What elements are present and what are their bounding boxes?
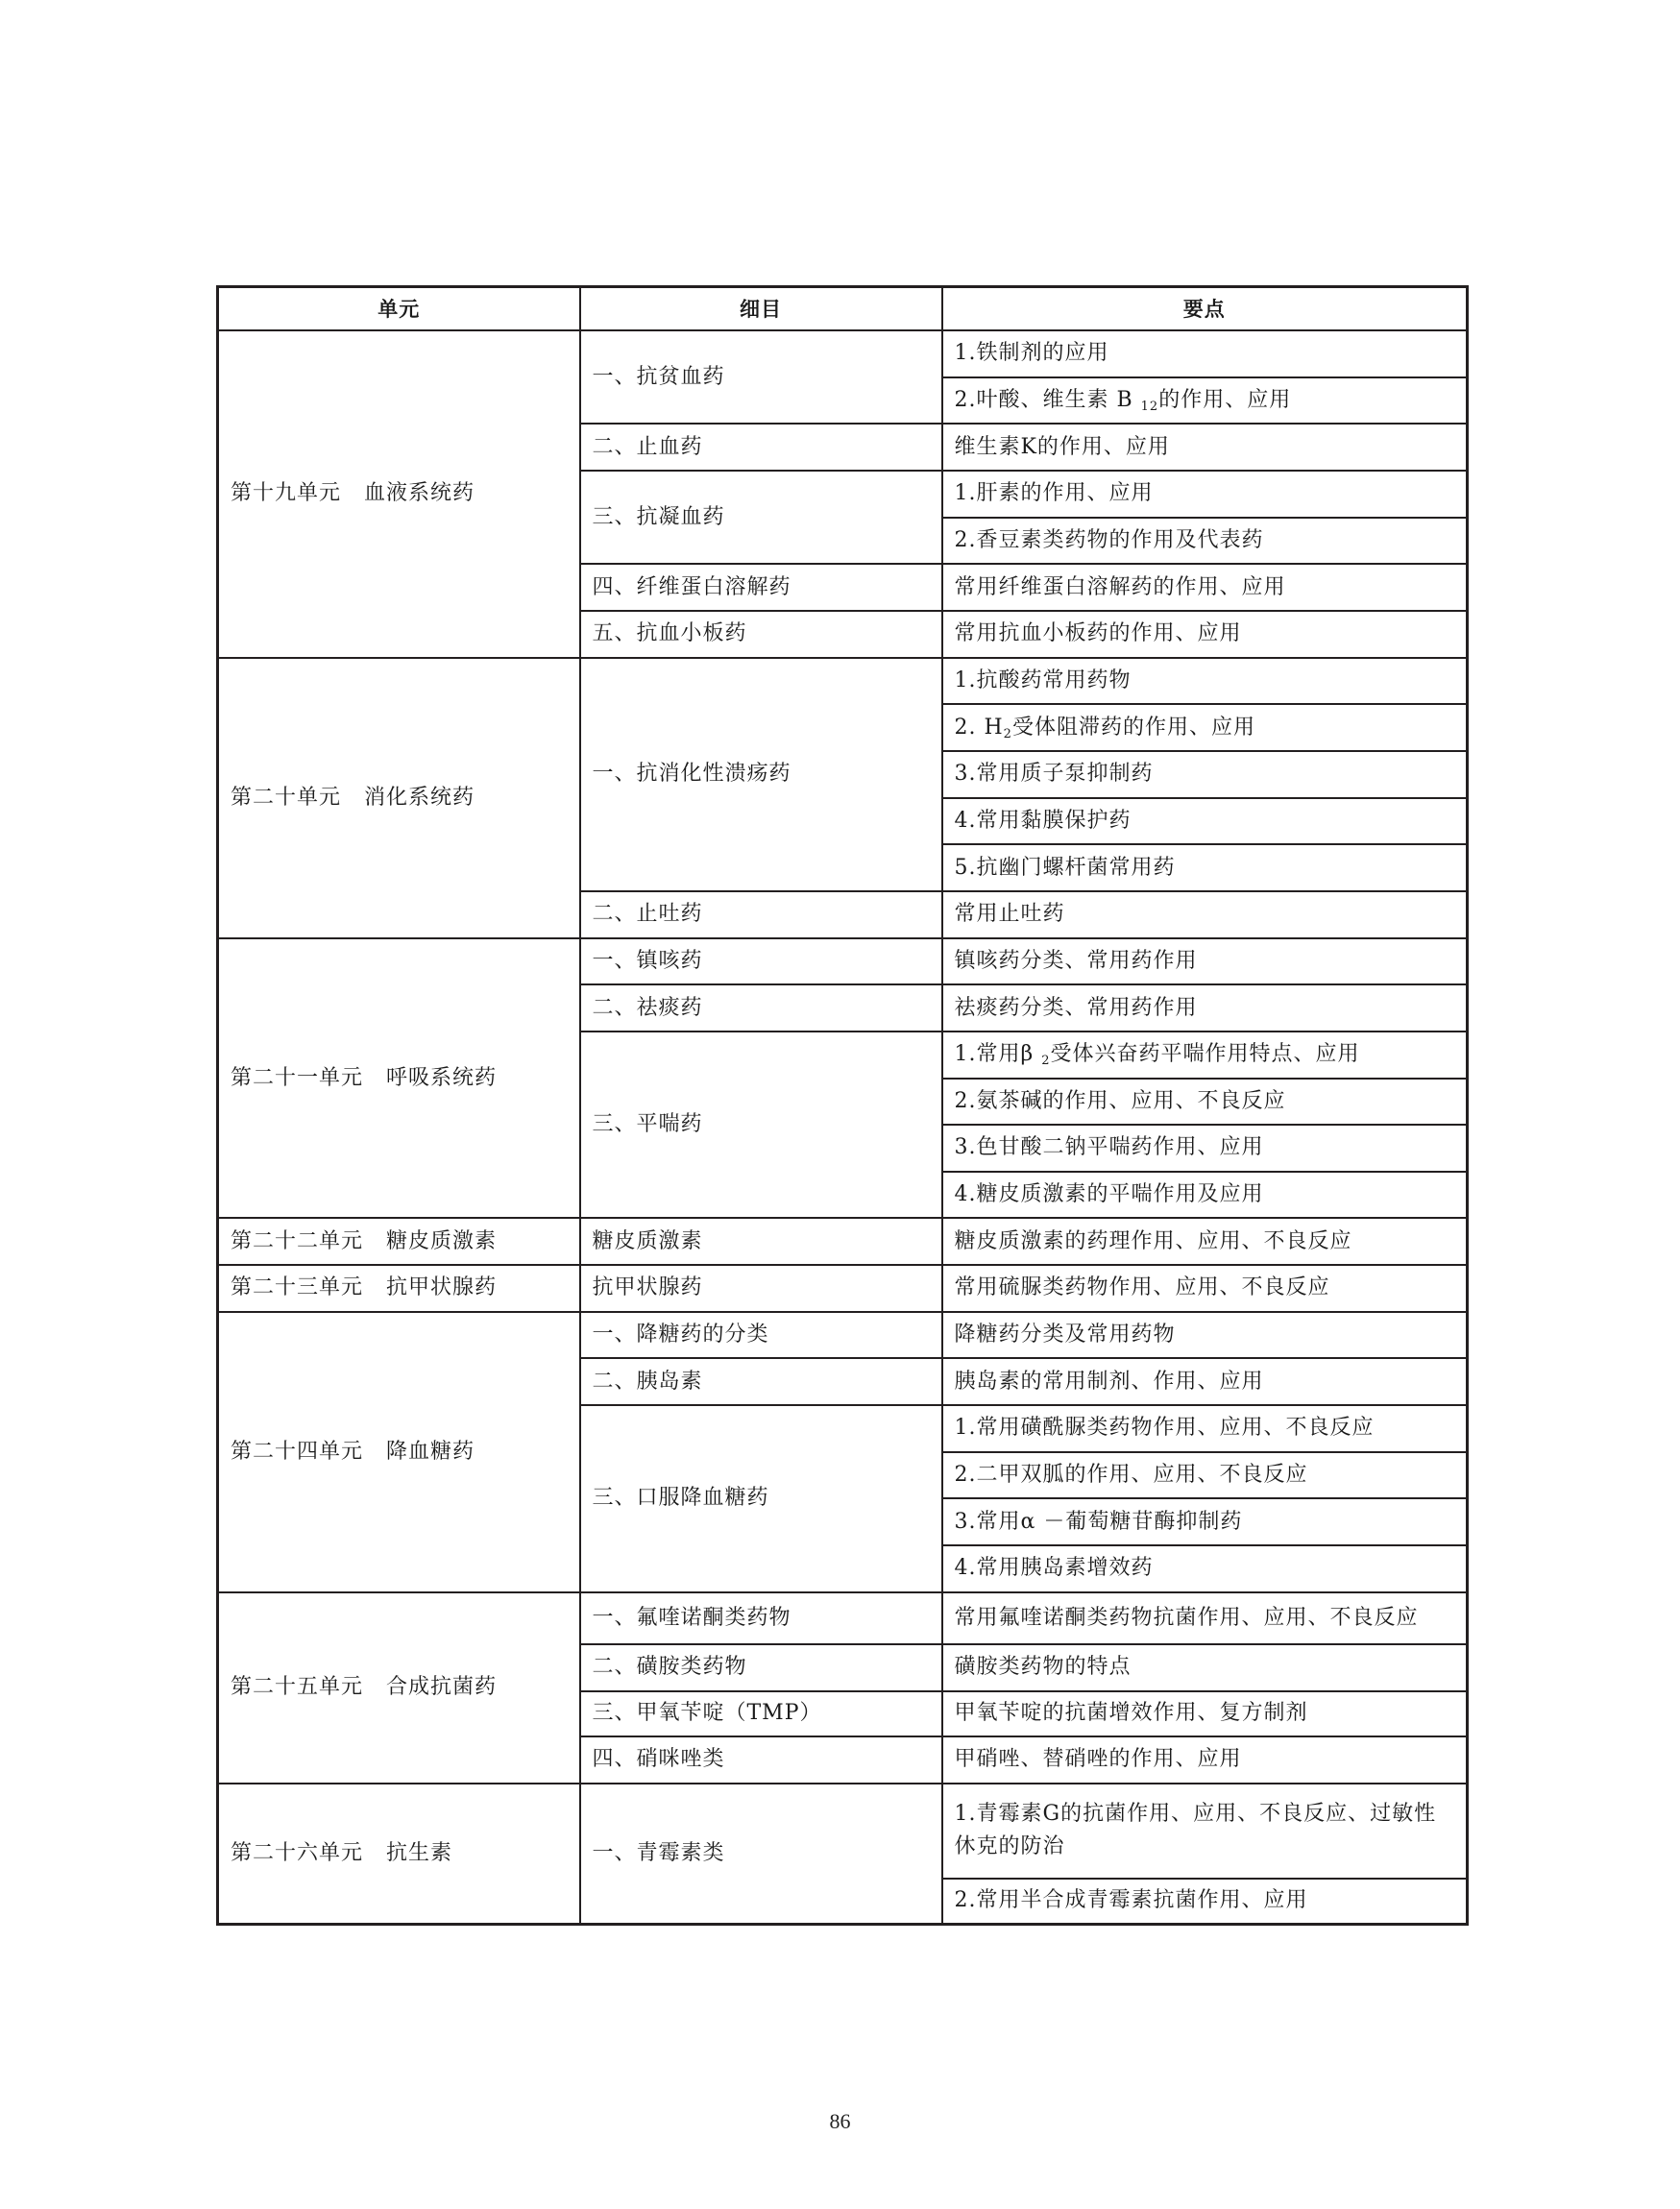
detail-cell: 三、口服降血糖药 bbox=[580, 1405, 942, 1592]
syllabus-table bbox=[216, 285, 1469, 1926]
point-cell: 3.色甘酸二钠平喘药作用、应用 bbox=[942, 1125, 1468, 1172]
point-cell: 2. $H_2$受体阻滞药的作用、应用 bbox=[942, 704, 1468, 751]
point-cell: 降糖药分类及常用药物 bbox=[942, 1312, 1468, 1359]
point-cell: 1.常用β $_2$受体兴奋药平喘作用特点、应用 bbox=[942, 1032, 1468, 1079]
point-cell: 常用硫脲类药物作用、应用、不良反应 bbox=[942, 1265, 1468, 1312]
detail-cell: 一、镇咳药 bbox=[580, 938, 942, 985]
point-cell: 3.常用质子泵抑制药 bbox=[942, 751, 1468, 798]
point-cell: 2.香豆素类药物的作用及代表药 bbox=[942, 518, 1468, 565]
detail-cell: 一、青霉素类 bbox=[580, 1784, 942, 1925]
table-row bbox=[218, 330, 1468, 377]
detail-cell: 抗甲状腺药 bbox=[580, 1265, 942, 1312]
header-unit: 单元 bbox=[218, 287, 580, 331]
point-cell: 4.糖皮质激素的平喘作用及应用 bbox=[942, 1172, 1468, 1219]
point-cell: 甲硝唑、替硝唑的作用、应用 bbox=[942, 1736, 1468, 1784]
page-number: 86 bbox=[829, 2109, 851, 2133]
point-cell: 常用抗血小板药的作用、应用 bbox=[942, 611, 1468, 658]
point-cell: 磺胺类药物的特点 bbox=[942, 1644, 1468, 1691]
point-cell: 常用纤维蛋白溶解药的作用、应用 bbox=[942, 564, 1468, 611]
detail-cell: 三、甲氧苄啶（TMP） bbox=[580, 1691, 942, 1736]
detail-cell: 四、硝咪唑类 bbox=[580, 1736, 942, 1784]
table-row bbox=[218, 938, 1468, 985]
table-row bbox=[218, 1312, 1468, 1359]
header-detail: 细目 bbox=[580, 287, 942, 331]
point-cell: 祛痰药分类、常用药作用 bbox=[942, 984, 1468, 1032]
unit-cell: 第十九单元 血液系统药 bbox=[218, 330, 580, 658]
detail-cell: 一、抗消化性溃疡药 bbox=[580, 658, 942, 891]
header-point: 要点 bbox=[942, 287, 1468, 331]
point-cell: 3.常用α －葡萄糖苷酶抑制药 bbox=[942, 1498, 1468, 1545]
detail-cell: 二、止血药 bbox=[580, 424, 942, 471]
point-cell: 1.青霉素G的抗菌作用、应用、不良反应、过敏性休克的防治 bbox=[942, 1784, 1468, 1879]
unit-cell: 第二十五单元 合成抗菌药 bbox=[218, 1592, 580, 1784]
unit-cell: 第二十三单元 抗甲状腺药 bbox=[218, 1265, 580, 1312]
table-row bbox=[218, 658, 1468, 705]
table-row bbox=[218, 1592, 1468, 1644]
detail-cell: 四、纤维蛋白溶解药 bbox=[580, 564, 942, 611]
point-cell: 常用氟喹诺酮类药物抗菌作用、应用、不良反应 bbox=[942, 1592, 1468, 1644]
detail-cell: 三、抗凝血药 bbox=[580, 471, 942, 564]
table-row bbox=[218, 1218, 1468, 1265]
detail-cell: 一、氟喹诺酮类药物 bbox=[580, 1592, 942, 1644]
table-row bbox=[218, 1784, 1468, 1879]
point-cell: 2.二甲双胍的作用、应用、不良反应 bbox=[942, 1452, 1468, 1499]
point-cell: 甲氧苄啶的抗菌增效作用、复方制剂 bbox=[942, 1691, 1468, 1736]
detail-cell: 五、抗血小板药 bbox=[580, 611, 942, 658]
unit-cell: 第二十四单元 降血糖药 bbox=[218, 1312, 580, 1592]
table-row bbox=[218, 1265, 1468, 1312]
point-cell: 2.常用半合成青霉素抗菌作用、应用 bbox=[942, 1879, 1468, 1925]
unit-cell: 第二十六单元 抗生素 bbox=[218, 1784, 580, 1925]
detail-cell: 三、平喘药 bbox=[580, 1032, 942, 1219]
point-cell: 常用止吐药 bbox=[942, 891, 1468, 938]
detail-cell: 二、磺胺类药物 bbox=[580, 1644, 942, 1691]
point-cell: 1.铁制剂的应用 bbox=[942, 330, 1468, 377]
table-header-row bbox=[218, 287, 1468, 331]
point-cell: 5.抗幽门螺杆菌常用药 bbox=[942, 844, 1468, 891]
point-cell: 维生素K的作用、应用 bbox=[942, 424, 1468, 471]
detail-cell: 一、降糖药的分类 bbox=[580, 1312, 942, 1359]
point-cell: 镇咳药分类、常用药作用 bbox=[942, 938, 1468, 985]
detail-cell: 一、抗贫血药 bbox=[580, 330, 942, 424]
point-cell: 糖皮质激素的药理作用、应用、不良反应 bbox=[942, 1218, 1468, 1265]
point-cell: 胰岛素的常用制剂、作用、应用 bbox=[942, 1358, 1468, 1405]
detail-cell: 二、止吐药 bbox=[580, 891, 942, 938]
detail-cell: 二、胰岛素 bbox=[580, 1358, 942, 1405]
point-cell: 2.氨茶碱的作用、应用、不良反应 bbox=[942, 1079, 1468, 1126]
point-cell: 4.常用胰岛素增效药 bbox=[942, 1545, 1468, 1592]
unit-cell: 第二十一单元 呼吸系统药 bbox=[218, 938, 580, 1219]
detail-cell: 二、祛痰药 bbox=[580, 984, 942, 1032]
point-cell: 1.抗酸药常用药物 bbox=[942, 658, 1468, 705]
detail-cell: 糖皮质激素 bbox=[580, 1218, 942, 1265]
unit-cell: 第二十单元 消化系统药 bbox=[218, 658, 580, 938]
unit-cell: 第二十二单元 糖皮质激素 bbox=[218, 1218, 580, 1265]
point-cell: 1.肝素的作用、应用 bbox=[942, 471, 1468, 518]
point-cell: 2.叶酸、维生素 B $_{12}$的作用、应用 bbox=[942, 377, 1468, 425]
point-cell: 4.常用黏膜保护药 bbox=[942, 798, 1468, 845]
point-cell: 1.常用磺酰脲类药物作用、应用、不良反应 bbox=[942, 1405, 1468, 1452]
